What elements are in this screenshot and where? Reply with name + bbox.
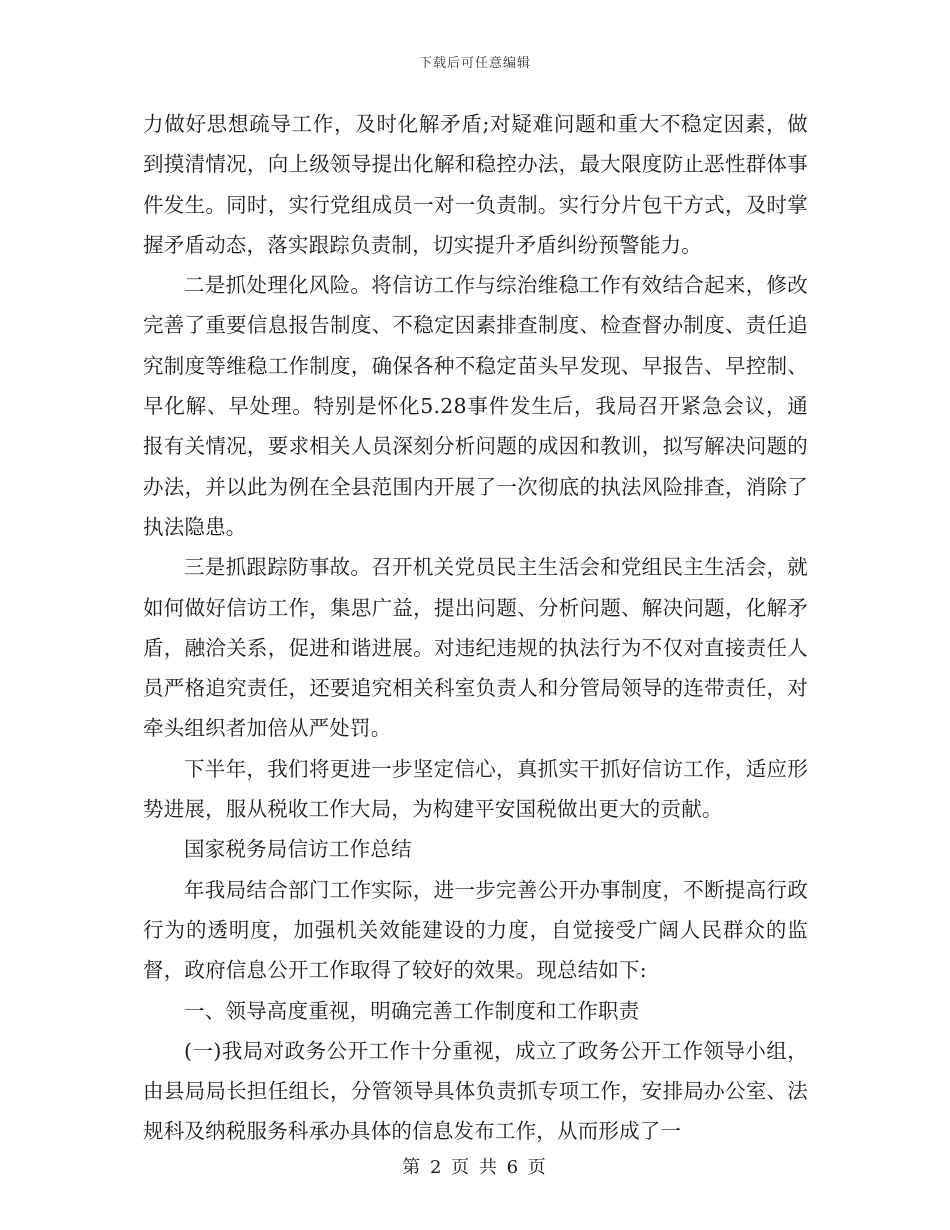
paragraph-follow-up: 三是抓跟踪防事故。召开机关党员民主生活会和党组民主生活会，就如何做好信访工作，集思广益，提出问题、分析问题、解决问题，化解矛盾，融洽关系，促进和谐进展。对违纪违规的执法行为不仅对直接责任人员严格追究责任，还要追究相关科室负责人和分管局领导的连带责任，对牵头组织者加倍从严处罚。	[143, 555, 808, 741]
paragraph-leadership-group: (一)我局对政务公开工作十分重视，成立了政务公开工作领导小组，由县局局长担任组长，分管领导具体负责抓专项工作，安排局办公室、法规科及纳税服务科承办具体的信息发布工作，从而形成了一	[143, 1038, 808, 1144]
section-title: 国家税务局信访工作总结	[184, 837, 412, 862]
heading-leadership: 一、领导高度重视，明确完善工作制度和工作职责	[184, 998, 640, 1023]
paragraph-continued: 力做好思想疏导工作，及时化解矛盾;对疑难问题和重大不稳定因素，做到摸清情况，向上级领导提出化解和稳控办法，最大限度防止恶性群体事件发生。同时，实行党组成员一对一负责制。实行分片包干方式，及时掌握矛盾动态，落实跟踪负责制，切实提升矛盾纠纷预警能力。	[143, 112, 808, 257]
paragraph-risk-handling: 二是抓处理化风险。将信访工作与综治维稳工作有效结合起来，修改完善了重要信息报告制度、不稳定因素排查制度、检查督办制度、责任追究制度等维稳工作制度，确保各种不稳定苗头早发现、早报告、早控制、早化解、早处理。特别是怀化5.28事件发生后，我局召开紧急会议，通报有关情况，要求相关人员深刻分析问题的成因和教训，拟写解决问题的办法，并以此为例在全县范围内开展了一次彻底的执法风险排查，消除了执法隐患。	[143, 273, 808, 539]
paragraph-second-half-plan: 下半年，我们将更进一步坚定信心，真抓实干抓好信访工作，适应形势进展，服从税收工作大局，为构建平安国税做出更大的贡献。	[143, 756, 808, 822]
page-number: 第 2 页 共 6 页	[402, 1157, 548, 1178]
page-header: 下载后可任意编辑	[418, 56, 531, 71]
paragraph-summary-intro: 年我局结合部门工作实际，进一步完善公开办事制度，不断提高行政行为的透明度，加强机关效能建设的力度，自觉接受广阔人民群众的监督，政府信息公开工作取得了较好的效果。现总结如下:	[143, 877, 808, 983]
document-body	[143, 104, 808, 1152]
